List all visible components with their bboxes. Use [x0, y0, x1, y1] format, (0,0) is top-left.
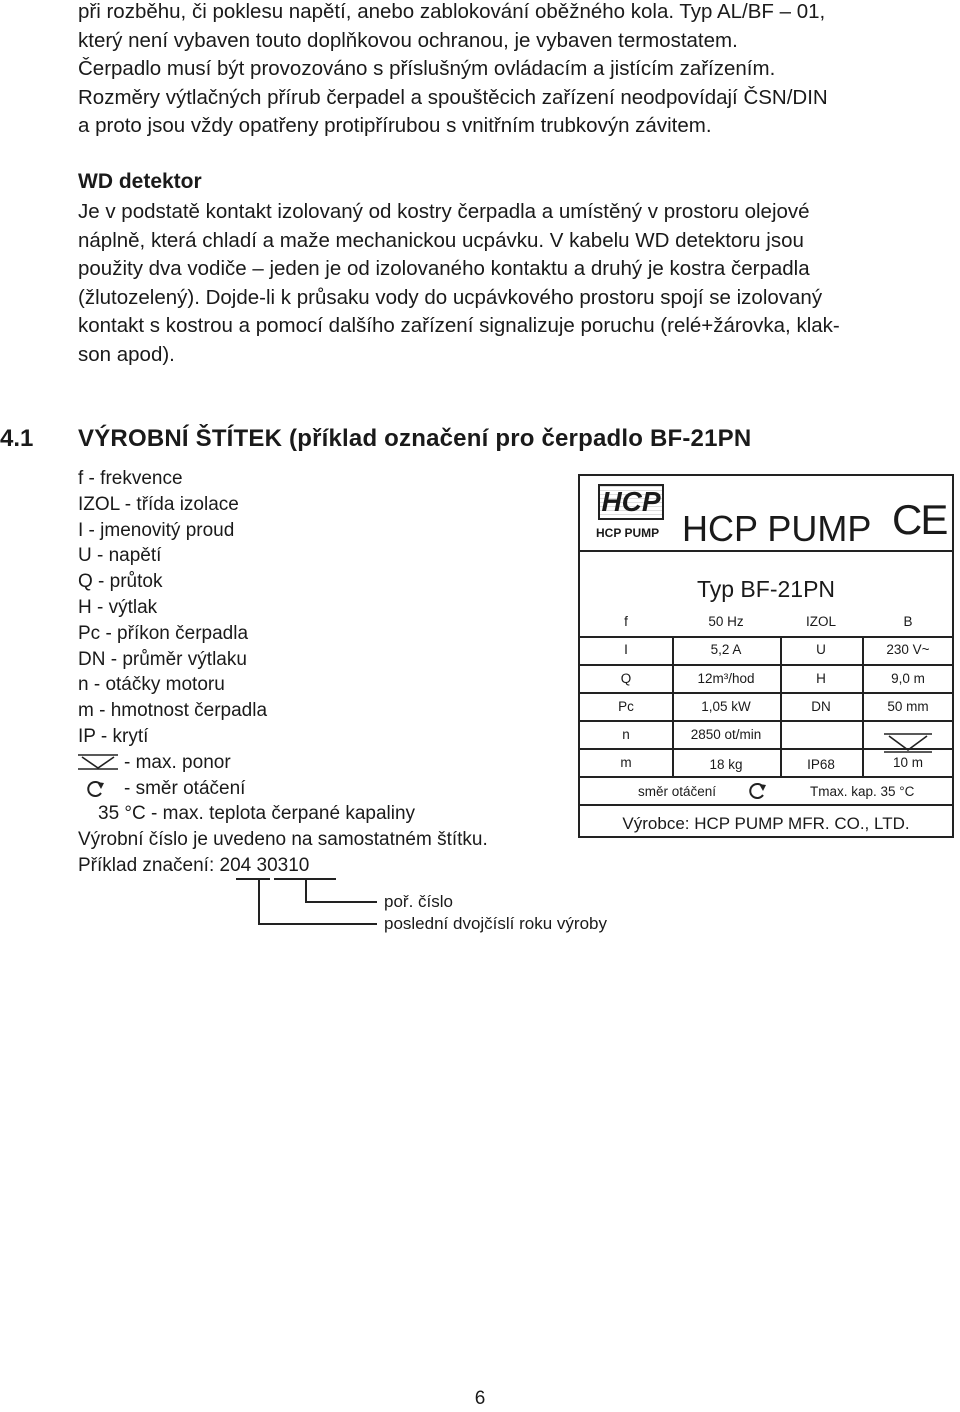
cell-label: H [816, 671, 826, 686]
bracket-year-h [258, 923, 377, 925]
legend-item: Q - průtok [78, 571, 163, 593]
legend-rotation-label: - směr otáčení [124, 777, 246, 799]
cell-value: 50 mm [887, 699, 929, 714]
nameplate [578, 474, 954, 838]
bracket-year-v [258, 880, 260, 924]
bracket-serial-v [305, 880, 307, 902]
divider [580, 550, 952, 552]
rotation-icon [84, 779, 106, 799]
max-depth-icon [78, 753, 118, 771]
logo-text: HCP [598, 484, 664, 520]
wd-line-5: kontakt s kostrou a pomocí dalšího zařízení signalizuje poruchu (relé+žárovka, klak- [78, 314, 840, 338]
bracket-serial-h [305, 901, 377, 903]
legend-item: IZOL - třída izolace [78, 493, 239, 515]
pump-type: Typ BF-21PN [696, 576, 836, 602]
legend-item-serial: Výrobní číslo je uvedeno na samostatném štítku. [78, 829, 488, 851]
wd-line-6: son apod). [78, 342, 175, 366]
cell-value: 1,05 kW [701, 699, 751, 714]
hcp-logo [594, 484, 674, 542]
cell-label: n [622, 727, 630, 742]
table-hline [580, 636, 952, 638]
wd-line-1: Je v podstatě kontakt izolovaný od kostry čerpadla a umístěný v prostoru olejové [78, 200, 810, 223]
legend-item: DN - průměr výtlaku [78, 648, 247, 670]
table-hline [580, 776, 952, 778]
cell-label: I [624, 642, 628, 657]
wd-heading: WD detektor [78, 170, 202, 193]
wd-paragraph [78, 198, 956, 370]
manufacturer: Výrobce: HCP PUMP MFR. CO., LTD. [622, 814, 910, 833]
brand-name: HCP PUMP [682, 508, 872, 549]
cell-label: m [620, 755, 632, 770]
legend-item: n - otáčky motoru [78, 674, 225, 696]
table-hline [580, 804, 952, 806]
cell-label: DN [811, 699, 831, 714]
intro-line-2: který není vybaven touto doplňkovou ochranou, je vybaven termostatem. [78, 28, 738, 52]
legend-item-ponor [78, 750, 488, 776]
legend-item: U - napětí [78, 545, 162, 567]
legend-item: I - jmenovitý proud [78, 519, 235, 541]
cell-value: 5,2 A [710, 642, 742, 657]
rotation-icon [746, 781, 768, 801]
intro-line-5: a proto jsou vždy opatřeny protipřírubou s vnitřním trubkovýn závitem. [78, 114, 712, 138]
cell-value: 2850 ot/min [690, 727, 762, 742]
cell-label: Pc [618, 699, 634, 714]
legend-item: f - frekvence [78, 468, 183, 489]
cell-label: f [624, 614, 628, 629]
legend-item-example: Příklad značení: 204 30310 [78, 854, 310, 876]
cell-label: IP68 [807, 757, 835, 772]
wd-line-2: náplně, která chladí a maže mechanickou ucpávku. V kabelu WD detektoru jsou [78, 228, 804, 252]
intro-line-1: při rozběhu, či poklesu napětí, anebo zablokování oběžného kola. Typ AL/BF – 01, [78, 0, 826, 23]
example-note-serial: poř. číslo [384, 892, 453, 911]
cell-value: 50 Hz [708, 614, 744, 629]
wd-line-4: (žlutozelený). Dojde-li k průsaku vody do ucpávkového prostoru spojí se izolovaný [78, 285, 823, 309]
section-title: VÝROBNÍ ŠTÍTEK (příklad označení pro čerpadlo BF-21PN [78, 425, 752, 452]
cell-value: 18 kg [709, 757, 743, 772]
ce-mark: CE [892, 496, 947, 543]
legend-item-temp: 35 °C - max. teplota čerpané kapaliny [98, 803, 416, 825]
cell-value: 12m³/hod [697, 671, 755, 686]
intro-line-3: Čerpadlo musí být provozováno s příslušným ovládacím a jistícím zařízením. [78, 57, 776, 81]
example-underline-year [236, 878, 270, 880]
legend-item: m - hmotnost čerpadla [78, 700, 268, 722]
table-hline [580, 720, 952, 722]
intro-paragraph [78, 0, 956, 141]
cell-label: Q [620, 671, 632, 686]
cell-value: 10 m [892, 755, 923, 770]
legend-list [78, 466, 488, 879]
page-number: 6 [474, 1388, 486, 1409]
cell-value: 230 V~ [886, 642, 930, 657]
cell-value: 9,0 m [891, 671, 925, 686]
table-hline [580, 664, 952, 666]
legend-item: H - výtlak [78, 596, 158, 618]
legend-item: Pc - příkon čerpadla [78, 622, 249, 644]
cell-label: IZOL [805, 614, 836, 629]
tmax-label: Tmax. kap. 35 °C [810, 784, 915, 799]
table-hline [580, 692, 952, 694]
max-depth-icon [884, 732, 932, 754]
cell-label: U [816, 642, 826, 657]
logo-sub: HCP PUMP [596, 526, 660, 540]
intro-line-4: Rozměry výtlačných přírub čerpadel a spouštěcich zařízení neodpovídají ČSN/DIN [78, 85, 828, 109]
section-number: 4.1 [0, 425, 34, 452]
cell-value: B [903, 614, 913, 629]
example-note-year: poslední dvojčíslí roku výroby [384, 914, 607, 933]
legend-item: IP - krytí [78, 725, 149, 747]
rotation-label: směr otáčení [638, 784, 717, 799]
legend-item-rotation [78, 776, 488, 802]
wd-line-3: použity dva vodiče – jeden je od izolovaného kontaktu a druhý je kostra čerpadla [78, 257, 810, 281]
legend-ponor-label: - max. ponor [124, 751, 231, 773]
